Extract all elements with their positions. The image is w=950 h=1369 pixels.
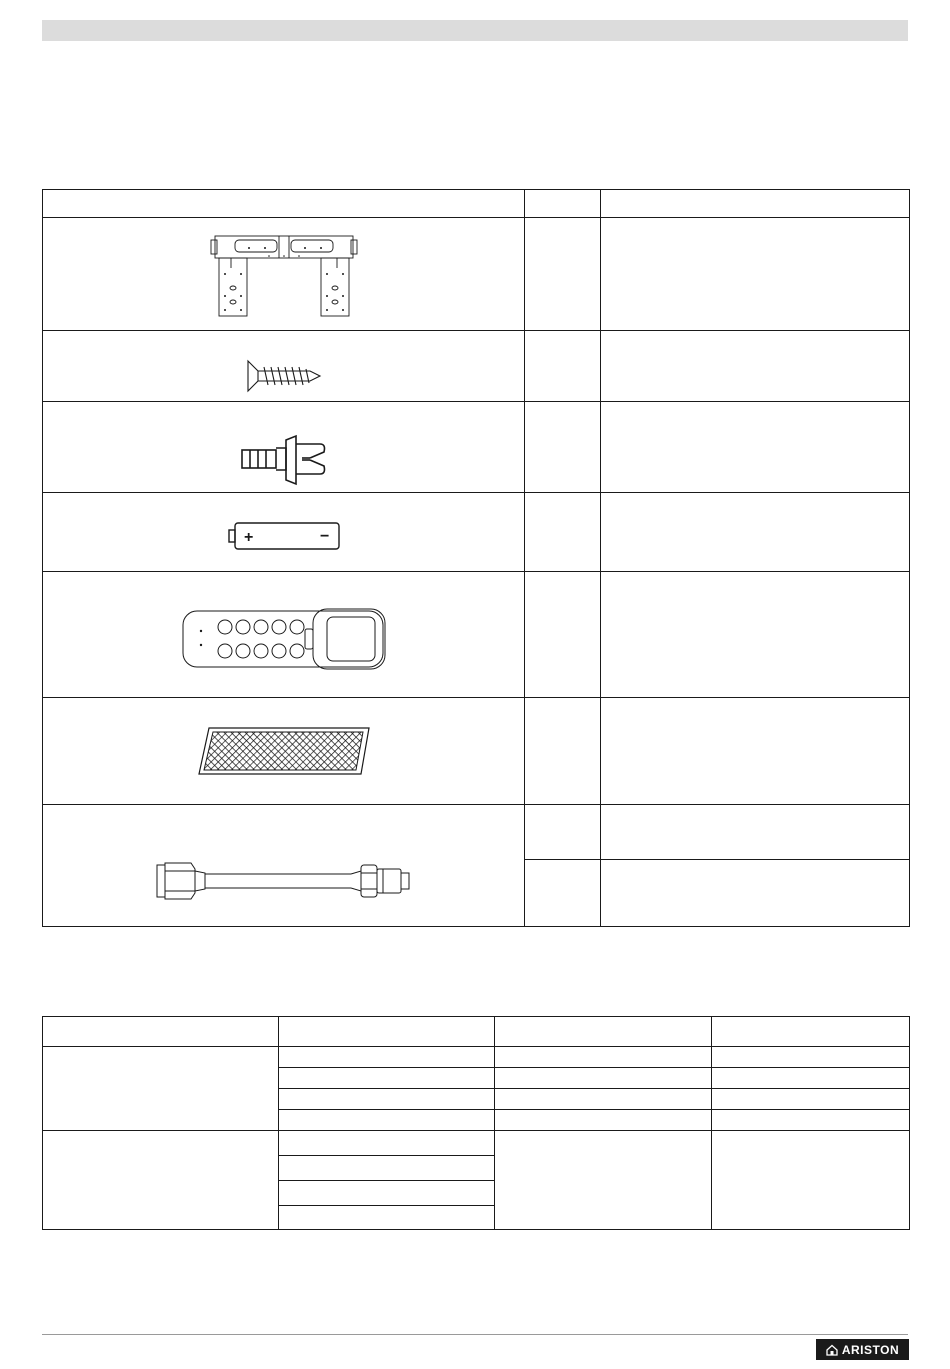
group-b-col4 <box>712 1131 910 1230</box>
drain-joint-cell <box>43 402 525 493</box>
pipe-header-2 <box>279 1017 495 1047</box>
connecting-pipe-icon <box>155 859 413 903</box>
group-b-label <box>43 1131 279 1230</box>
accessories-header-row <box>43 190 910 218</box>
table-cell <box>279 1206 495 1230</box>
table-cell <box>279 1047 495 1068</box>
remote-controller-cell <box>43 572 525 698</box>
table-cell <box>712 1068 910 1089</box>
connecting-pipe-quantity-1 <box>525 805 601 860</box>
accessories-header-name <box>43 190 525 218</box>
table-cell <box>495 1110 712 1131</box>
screw-quantity <box>525 331 601 402</box>
table-row <box>43 698 910 805</box>
battery-quantity <box>525 493 601 572</box>
header-bar <box>42 20 908 41</box>
table-row <box>43 402 910 493</box>
battery-plus: + <box>243 529 253 546</box>
mounting-plate-description <box>601 218 910 331</box>
table-cell <box>279 1156 495 1181</box>
screw-description <box>601 331 910 402</box>
remote-controller-icon <box>181 607 387 671</box>
screw-cell <box>43 331 525 402</box>
group-b-col3 <box>495 1131 712 1230</box>
table-row <box>43 1131 910 1156</box>
table-cell <box>279 1068 495 1089</box>
house-icon <box>826 1344 838 1356</box>
connecting-pipe-description-2 <box>601 860 910 927</box>
table-cell <box>279 1181 495 1206</box>
drain-joint-quantity <box>525 402 601 493</box>
screw-icon <box>244 357 324 393</box>
table-cell <box>279 1089 495 1110</box>
group-a-label <box>43 1047 279 1131</box>
mounting-plate-cell <box>43 218 525 331</box>
battery-description <box>601 493 910 572</box>
pipe-header-1 <box>43 1017 279 1047</box>
accessories-header-quantity <box>525 190 601 218</box>
table-cell <box>279 1110 495 1131</box>
connecting-pipe-description-1 <box>601 805 910 860</box>
mounting-plate-quantity <box>525 218 601 331</box>
pipe-table-header-row <box>43 1017 910 1047</box>
table-cell <box>495 1089 712 1110</box>
filter-cell <box>43 698 525 805</box>
filter-icon <box>197 726 371 776</box>
ariston-logo <box>816 1339 909 1360</box>
connecting-pipe-quantity-2 <box>525 860 601 927</box>
battery-minus: − <box>319 528 329 545</box>
table-cell <box>712 1047 910 1068</box>
table-cell <box>495 1068 712 1089</box>
pipe-header-3 <box>495 1017 712 1047</box>
battery-cell <box>43 493 525 572</box>
logo-text: ARISTON <box>841 1342 900 1357</box>
connecting-pipe-cell <box>43 805 525 927</box>
table-cell <box>712 1110 910 1131</box>
drain-joint-description <box>601 402 910 493</box>
filter-quantity <box>525 698 601 805</box>
remote-controller-description <box>601 572 910 698</box>
drain-joint-icon <box>238 434 330 486</box>
table-cell <box>712 1089 910 1110</box>
filter-description <box>601 698 910 805</box>
pipe-specification-table <box>42 1016 910 1230</box>
accessories-header-description <box>601 190 910 218</box>
table-row <box>43 493 910 572</box>
table-row <box>43 331 910 402</box>
table-row <box>43 805 910 860</box>
remote-controller-quantity <box>525 572 601 698</box>
table-cell <box>495 1047 712 1068</box>
table-row <box>43 1047 910 1068</box>
table-row <box>43 572 910 698</box>
pipe-header-4 <box>712 1017 910 1047</box>
accessories-table <box>42 189 910 927</box>
footer-divider <box>42 1334 908 1335</box>
battery-icon <box>228 521 340 551</box>
table-cell <box>279 1131 495 1156</box>
table-row <box>43 218 910 331</box>
mounting-plate-icon <box>209 230 359 318</box>
